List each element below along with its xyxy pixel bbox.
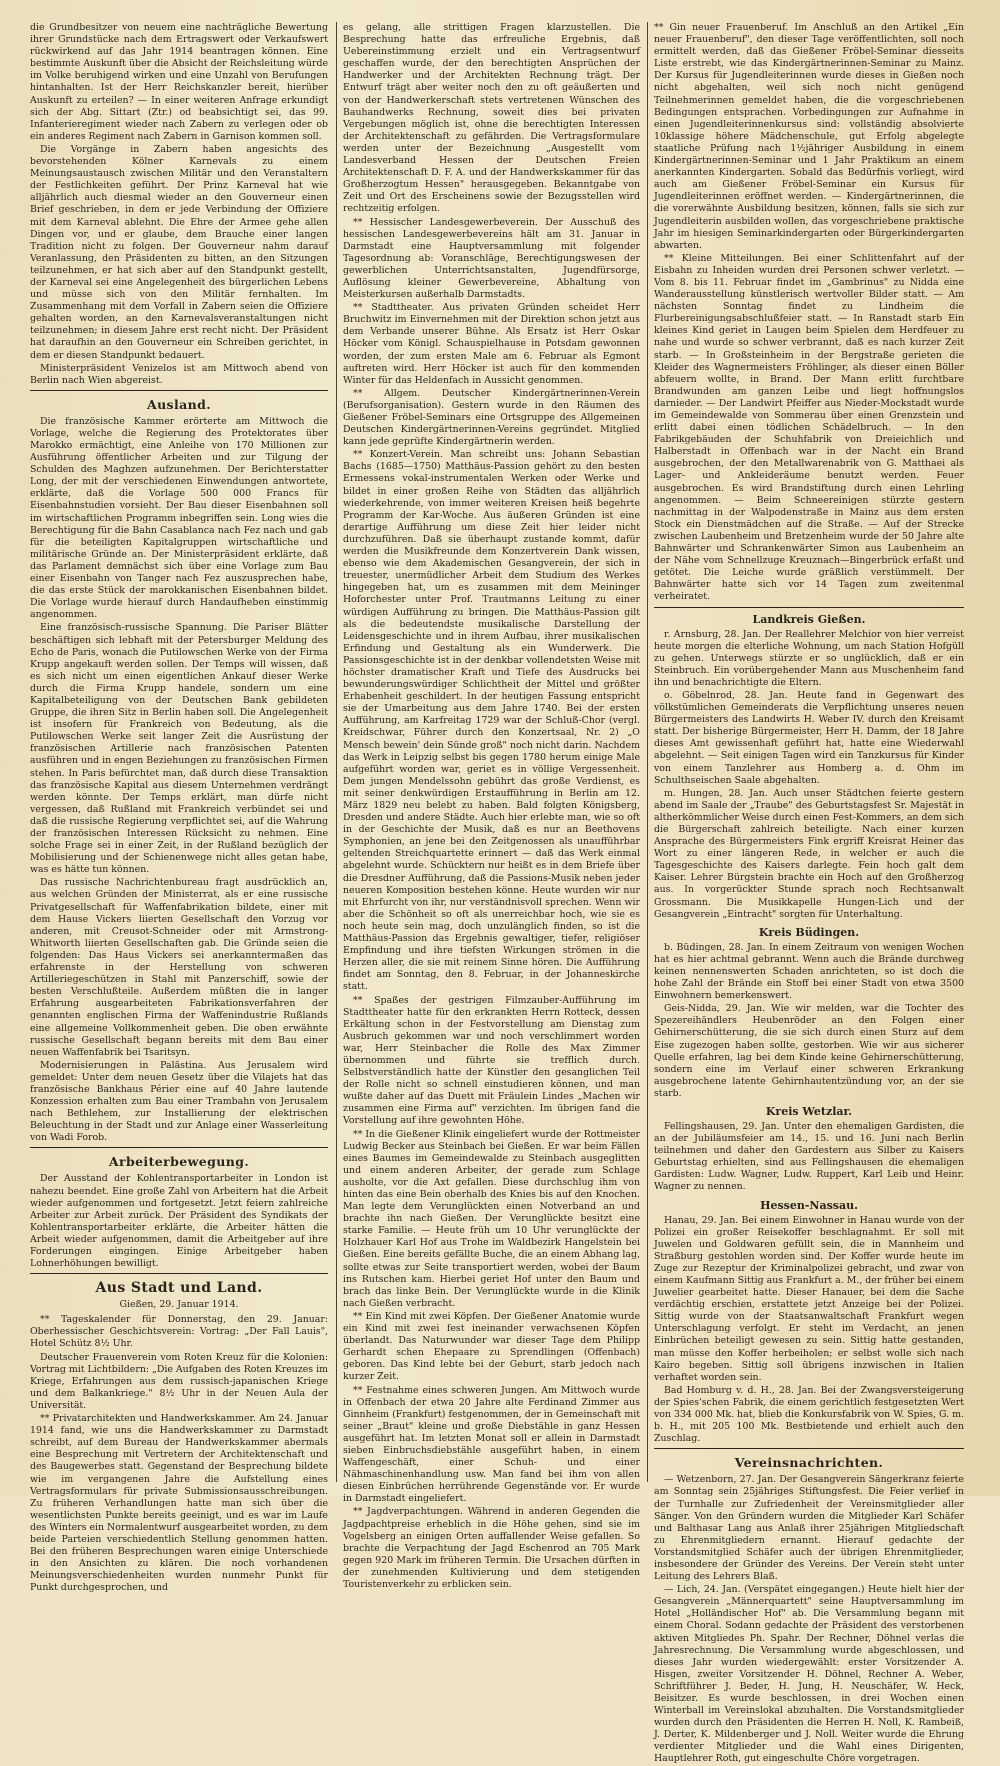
article-paragraph: die Grundbesitzer von neuem eine nachträgliche Bewertung ihrer Grundstücke nach dem Ertragswert oder Verkaufswert rückwirkend auf das Jahr 1914 beantragen können. Eine bestimmte Auskunft über die Absicht der Reichsleitung würde im Volke beruhigend wirken und eine Unzahl von Berufungen hintanhalten. Ist der Herr Reichskanzler bereit, hierüber Auskunft zu erteilen? — In einer weiteren Anfrage erkundigt sich der Abg. Sittart (Ztr.) od beabsichtigt sei, das 99. Infanterieregiment wieder nach Zabern zu verlegen oder ob ein anderes Regiment nach Zabern in Garnison kommen soll. bbox=[30, 22, 328, 142]
section-heading-stadt-und-land: Aus Stadt und Land. bbox=[95, 1280, 263, 1297]
column-middle bbox=[343, 22, 640, 1590]
article-paragraph: ** In die Gießener Klinik eingeliefert wurde der Rottmeister Ludwig Becker aus Steinbach bei Gießen. Er war beim Fällen eines Baumes im Gemeindewalde zu Steinbach ausgeglitten und einem anderen Arbeiter, der gerade zum Schlage ausholte, vor die Axt gefallen. Diese durchschlug ihm von hinten das eine Bein oberhalb des Knies bis auf den Knochen. Man legte dem Verunglückten einen Notverband an und brachte ihn nach Gießen. Der Verunglückte besitzt eine starke Familie. — Heute früh um 10 Uhr verunglückte der Holzhauer Karl Hof aus Trohe im Waldbezirk Hangelstein bei Gießen. Eine bereits gefällte Buche, die an einem Abhang lag, sollte etwas zur Seite transportiert werden, wobei der Baum ins Rutschen kam. Hierbei geriet Hof unter den Baum und brach das linke Bein. Der Verunglückte wurde in die Klinik nach Gießen verbracht. bbox=[343, 1128, 640, 1309]
article-paragraph: ** Stadttheater. Aus privaten Gründen scheidet Herr Bruchwitz im Einvernehmen mit der Direktion schon jetzt aus dem Verbande unserer Bühne. Als Ersatz ist Herr Oskar Höcker vom Königl. Schauspielhause in Potsdam gewonnen worden, der zum ersten Male am 6. Februar als Egmont auftreten wird. Herr Höcker ist auch für den kommenden Winter für das Heldenfach in Aussicht genommen. bbox=[343, 302, 640, 386]
section-heading-vereinsnachrichten: Vereinsnachrichten. bbox=[734, 1455, 884, 1471]
article-paragraph: Geis-Nidda, 29. Jan. Wie wir melden, war die Tochter des Spezereihändlers Heubenröder an den Folgen einer Gehirnerschütterung, die sie sich durch einen Sturz auf dem Eise zugezogen haben sollte, gestorben. Wie wir aus sicherer Quelle erfahren, lag bei dem Kinde keine Gehirnerschütterung, sondern eine im Verlauf einer schweren Erkrankung ausgebrochene latente Gehirnhautentzündung vor, an der sie starb. bbox=[654, 1003, 964, 1099]
article-paragraph: ** Konzert-Verein. Man schreibt uns: Johann Sebastian Bachs (1685—1750) Matthäus-Passion gehört zu den besten Ermessens vokal-instrumentalen Werken oder Werke und bildet in einer großen Reihe von Städten das alljährlich wiederkehrende, von immer weiteren Kreisen heiß begehrte Programm der Kar-Woche. Aus äußeren Gründen ist eine derartige Aufführung um diese Zeit hier leider nicht durchzuführen. Daß sie überhaupt zustande kommt, dafür werden die Musikfreunde dem Konzertverein Dank wissen, ebenso wie dem Akademischen Gesangverein, der sich in treuester, unermüdlicher Arbeit dem Studium des Werkes hingegeben hat, um es zusammen mit dem Meininger Hoforchester unter Prof. Trautmanns Leitung zu einer würdigen Aufführung zu bringen. Die Matthäus-Passion gilt als die bedeutendste musikalische Darstellung der Leidensgeschichte und in ihrem Aufbau, ihrer musikalischen Erfindung und Gestaltung als ein Wunderwerk. Die Passionsgeschichte ist in der denkbar vollendetsten Weise mit höchster dramatischer Kraft und Tiefe des Ausdrucks bei bewunderungswürdiger Schlichtheit der Mittel und größter Erhabenheit geschildert. In der heutigen Fassung entspricht sie der Umarbeitung aus dem Jahre 1740. Bei der ersten Aufführung, am Karfreitag 1729 war der Schluß-Chor (vergl. Kreidschwar, Führer durch den Konzertsaal, Nr. 2) „O Mensch bewein' dein Sünde groß" noch nicht darin. Nachdem das Werk in Leipzig selbst bis gegen 1780 herum einige Male aufgeführt worden war, geriet es in völlige Vergessenheit. Dem jungen Mendelssohn gebührt das große Verdienst, es mit seiner denkwürdigen Erstaufführung in Berlin am 12. März 1829 neu belebt zu haben. Bald folgten Königsberg, Dresden und andere Städte. Auch hier erlebte man, wie so oft in der Geschichte der Musik, daß es nur an Beethovens Symphonien, an jene bei den Zeitgenossen als unaufführbar geltenden Streichquartette erinnert — daß das Werk einmal abgelehnt wurde. Schücktern nur heißt es in dem Briefe über die Dresdner Aufführung, daß die Passions-Musik neben jeder neueren Komposition bestehen könne. Heute wurden wir nur mit Ehrfurcht von ihr, nur verständnisvoll sprechen. Wenn wir aber die Schönheit so oft als unerreichbar hoch, wie sie es noch heute sein mag, doch unzulänglich finden, so ist die Matthäus-Passion das Ergebnis gewaltiger, tiefer, religiöser Empfindung und ihre tiefsten Wirkungen strömen in die Herzen aller, die sie mit reinem Sinne hören. Die Aufführung findet am Sonntag, den 8. Februar, in der Johanneskirche statt. bbox=[343, 449, 640, 993]
article-paragraph: r. Arnsburg, 28. Jan. Der Reallehrer Melchior von hier verreist heute morgen die elterliche Wohnung, um nach Station Hofgüll zu gehen. Unterwegs stürzte er so unglücklich, daß er ein Steinbruch. Ein vorübergehender Mann aus Muschenheim fand ihn und benachrichtigte die Eltern. bbox=[654, 628, 964, 688]
article-paragraph: ** Allgem. Deutscher Kindergärtnerinnen-Verein (Berufsorganisation). Gestern wurde in den Räumen des Gießener Fröbel-Seminars eine Ortsgruppe des Allgemeinen Deutschen Kindergärtnerinnen-Vereins gegründet. Mitglied kann jede geprüfte Kindergärtnerin werden. bbox=[343, 387, 640, 448]
section-heading-ausland: Ausland. bbox=[146, 396, 212, 412]
column-rule bbox=[336, 22, 337, 1482]
article-paragraph: ** Gin neuer Frauenberuf. Im Anschluß an den Artikel „Ein neuer Frauenberuf", den dieser Tage veröffentlichten, soll noch ermittelt werden, daß das Gießener Fröbel-Seminar diesseits Liste erstrebt, wie das Kindergärtnerinnen-Seminar zu Mainz. Der Kursus für Jugendleiterinnen wurde dieses in Gießen noch nicht abgehalten, weil sich noch nicht genügend Teilnehmerinnen gemeldet haben, die die vorgeschriebenen Bedingungen entsprachen. Vorbedingungen zur Aufnahme in einen Jugendleiterinnenkursus sind: vollständig absolvierte 10klassige höhere Mädchenschule, gut Erfolg abgelegte staatliche Prüfung nach 1½jähriger Ausbildung in einem Kindergärtnerinnen-Seminar und 1 Jahr Praktikum an einem anerkannten Kindergarten. Sobald das Bedürfnis vorliegt, wird auch am Gießener Fröbel-Seminar ein Kursus für Jugendleiterinnen eröffnet werden. — Kindergärtnerinnen, die die vorerwähnte Ausbildung besitzen, können, falls sie sich zur Jugendleiterin ausbilden wollen, das vorgeschriebene praktische Jahr im hiesigen Seminarkindergarten oder Bürgerkindergarten abwarten. bbox=[654, 22, 964, 251]
article-paragraph: b. Büdingen, 28. Jan. In einem Zeitraum von wenigen Wochen hat es hier achtmal gebrannt. Wenn auch die Brände durchweg keinen nennenswerten Schaden anrichteten, so ist doch die hohe Zahl der Brände ein Stoff bei einer Stadt von etwa 3500 Einwohnern bemerkenswert. bbox=[654, 941, 964, 1002]
section-divider bbox=[654, 607, 964, 608]
column-left bbox=[30, 22, 328, 1594]
section-heading-hessen-nassau: Hessen-Nassau. bbox=[760, 1198, 858, 1212]
article-paragraph: Eine französisch-russische Spannung. Die Pariser Blätter beschäftigen sich lebhaft mit der Petersburger Meldung des Echo de Paris, wonach die Putilowschen Werke von der Firma Krupp angekauft werden sollen. Der Temps will wissen, daß es sich nicht um einen eigentlichen Ankauf dieser Werke durch die Firma Krupp handele, sondern um eine Kapitalbeteiligung von der Deutschen Bank gebildeten Gruppe, die ihren Sitz in Berlin haben soll. Die Angelegenheit ist insofern für Frankreich von Bedeutung, als die Putilowschen Werke seit langer Zeit die Ausrüstung der französischen Artillerie nach französischen Patenten ausführen und in engen Beziehungen zu französischen Firmen stehen. In Paris befürchtet man, daß durch diese Transaktion das französische Kapital aus diesem Unternehmen verdrängt werden könnte. Der Temps erklärt, man dürfe nicht vergessen, daß Rußland mit Frankreich verbündet sei und daß die russische Regierung verpflichtet sei, auf die Wahrung der französischen Interessen Rücksicht zu nehmen. Eine solche Frage sei in einer Zeit, in der Rußland bezüglich der Mobilisierung und der Schienenwege nicht alles getan habe, was es hätte tun können. bbox=[30, 622, 328, 876]
article-paragraph: Deutscher Frauenverein vom Roten Kreuz für die Kolonien: Vortrag mit Lichtbildern: „Die Aufgaben des Roten Kreuzes im Kriege, Erfahrungen aus dem russisch-japanischen Kriege und dem Balkankriege." 8½ Uhr in der Neuen Aula der Universität. bbox=[30, 1351, 328, 1411]
column-right bbox=[654, 22, 964, 1765]
section-heading-arbeiterbewegung: Arbeiterbewegung. bbox=[108, 1154, 250, 1170]
section-divider bbox=[30, 390, 328, 391]
article-paragraph: Fellingshausen, 29. Jan. Unter den ehemaligen Gardisten, die an der Jubiläumsfeier am 14., 15. und 16. Juni nach Berlin teilnehmen und daher den Gardestern aus Silber zu Kaisers Geburtstag erhielten, sind aus Fellingshausen die ehemaligen Gardisten: Ludw. Wagner, Ludw. Ruppert, Karl Leib und Heinr. Wagner zu nennen. bbox=[654, 1120, 964, 1193]
section-divider bbox=[654, 1448, 964, 1449]
article-paragraph: ** Kleine Mitteilungen. Bei einer Schlittenfahrt auf der Eisbahn zu Inheiden wurden drei Personen schwer verletzt. — Vom 8. bis 11. Februar findet im „Gambrinus" zu Nidda eine Wanderausstellung künstlerisch wertvoller Bilder statt. — Am nächsten Sonntag findet zu Lindheim die Flurbereinigungsabschlußfeier statt. — In Ranstadt starb Ein kleines Kind geriet in Laugen beim Spielen dem Herdfeuer zu nahe und wurde so schwer verbrannt, daß es nach kurzer Zeit starb. — In Großsteinheim in der Bergstraße gerieten die Kleider des Wagnermeisters Fröhlinger, als dieser einen Böller abfeuern wollte, in Brand. Der Mann erlitt furchtbare Brandwunden am ganzen Leibe und liegt hoffnungslos darnieder. — Der Landwirt Pfeiffer aus Nieder-Mockstadt wurde im Gemeindewalde von Sommerau über einen Grenzstein und erlitt dabei einen tödlichen Schädelbruch. — In den Fabrikgebäuden der Schuhfabrik von Dreieichlich und Halberstadt in Offenbach war in der Nacht ein Brand ausgebrochen, der den Metallwarenabrik von G. Matthaei als Lager- und Ankleideräume benutzt werden. Feuer ausgebrochen. Es wird Brandstiftung durch einen Lehrling angenommen. — Beim Schneereinigen stürzte gestern nachmittag in der Walpodenstraße in Mainz aus dem ersten Stock ein Dienstmädchen auf die Straße. — Auf der Strecke zwischen Laubenheim und Bretzenheim wurde der 50 Jahre alte Bahnwärter und Schrankenwärter Simon aus Laubenheim an der Nähe vom Schnellzuge Kreuznach—Bingerbrück erfaßt und getötet. Die Leiche wurde gräßlich verstümmelt. Der Bahnwärter hatte sich vor 14 Tagen zum zweitenmal verheiratet. bbox=[654, 252, 964, 603]
article-paragraph: ** Hessischer Landesgewerbeverein. Der Ausschuß des hessischen Landesgewerbevereins hält am 31. Januar in Darmstadt eine Hauptversammlung mit folgender Tagesordnung ab: Voranschläge, Berechtigungswesen der gewerblichen Unterrichtsanstalten, Jugendfürsorge, Auflösung kleiner Gewerbevereine, Abhaltung von Meisterkursen außerhalb Darmstadts. bbox=[343, 216, 640, 301]
section-divider bbox=[30, 1147, 328, 1148]
article-paragraph: Der Ausstand der Kohlentransportarbeiter in London ist nahezu beendet. Eine große Zahl von Arbeitern hat die Arbeit wieder aufgenommen und fortgesetzt. Jetzt feiern zahlreiche Arbeiter zur Arbeit zurück. Der Präsident des Syndikats der Kohlentransportarbeiter erklärte, die Arbeiter hätten die Arbeit wieder aufgenommen, damit die Arbeitgeber auf ihre Forderungen eingingen. Einige Arbeitgeber haben Lohnerhöhungen bewilligt. bbox=[30, 1173, 328, 1270]
section-heading-kreis-buedingen: Kreis Büdingen. bbox=[758, 925, 860, 939]
article-paragraph: m. Hungen, 28. Jan. Auch unser Städtchen feierte gestern abend im Saale der „Traube" des Geburtstagsfest Sr. Majestät in altherkömmlicher Weise durch einen Fest-Kommers, an dem sich die Bürgerschaft zahlreich beteiligte. Nach einer kurzen Ansprache des Bürgermeisters Fink ergriff Kreisrat Heiner das Wort zu einer längeren Rede, in welcher er auch die Tagesgeschichte des Kaisers darlegte. Fein hoch galt dem Kaiser. Lehrer Bürgstein brachte ein Hoch auf den Großherzog aus. In vorgerückter Stunde sprach noch Rechtsanwalt Grossmann. Die Musikkapelle Hungen-Lich und der Gesangverein „Eintracht" sorgten für Unterhaltung. bbox=[654, 787, 964, 920]
article-paragraph: ** Privatarchitekten und Handwerkskammer. Am 24. Januar 1914 fand, wie uns die Handwerkskammer zu Darmstadt schreibt, auf dem Bureau der Handwerkskammer abermals eine Besprechung mit Vertretern der Architektenschaft und des Baugewerbes statt. Gegenstand der Besprechung bildete wie im vergangenen Jahre die Aufstellung eines Vertragsformulars für private Submissionsausschreibungen. Zu früheren Verhandlungen hatte man sich über die wesentlichsten Punkte bereits geeinigt, und es war im Laufe des Winters ein Normalentwurf ausgearbeitet worden, zu dem beide Parteien verschiedentlich Stellung genommen hatten. Bei den früheren Besprechungen waren einige Unterschiede in den Ansichten zu klären. Die noch vorhandenen Meinungsverschiedenheiten wurden nunmehr Punkt für Punkt durchgesprochen, und bbox=[30, 1413, 328, 1594]
column-rule bbox=[647, 22, 648, 1482]
article-paragraph: Das russische Nachrichtenbureau fragt ausdrücklich an, aus welchen Gründen der Ministerrat, als er eine russische Privatgesellschaft für Waffenfabrikation bildete, einer mit dem Hause Vickers liierten Gesellschaft den Vorzug vor anderen, mit Creusot-Schneider oder mit Armstrong-Whitworth liierten Gesellschaften gab. Die Gründe seien die folgenden: Das Haus Vickers sei anerkanntermaßen das erfahrenste in der Herstellung von schweren Artilleriegeschützen in Stahl mit Panzerschiff, sowie der besten Verschlußteile. Außerdem müßten die in langer Erfahrung ausgearbeiteten Fabrikationsverfahren der genannten englischen Firma der Waffenindustrie Rußlands eine allgemeine Vollkommenheit geben. Die oben erwähnte russische Gesellschaft begann bereits mit dem Bau einer neuen Waffenfabrik bei Tsaritsyn. bbox=[30, 877, 328, 1058]
article-paragraph: — Lich, 24. Jan. (Verspätet eingegangen.) Heute hielt hier der Gesangverein „Männerquartett" seine Hauptversammlung im Hotel „Holländischer Hof" ab. Die Versammlung begann mit einem Choral. Sodann gedachte der Präsident des verstorbenen aktiven Mitgliedes Ph. Spahr. Der Rechner, Döhnel verlas die Jahresrechnung. Die Versammlung wurde abgeschlossen, und dieses Jahr wurden wiedergewählt: erster Vorsitzender A. Hisgen, zweiter Vorsitzender H. Döhnel, Rechner A. Weber, Schriftführer J. Beder, H. Jung, H. Neuschäfer, W. Heck, Beisitzer. Es wurde beschlossen, in drei Wochen einen Winterball im Vereinslokal abzuhalten. Die Vorstandsmitglieder wurden durch den Präsidenten die Herren H. Noll, K. Rambeiß, J. Derter, K. Mildenberger und J. Noll. Weiter wurde die Ehrung verdienter Mitglieder und die Wahl eines Dirigenten, Hauptlehrer Roth, gut eingeschulte Chöre vorgetragen. bbox=[654, 1584, 964, 1765]
article-paragraph: Modernisierungen in Palästina. Aus Jerusalem wird gemeldet: Unter dem neuen Gesetz über die Vilajets hat das französische Bankhaus Périer eine auf 40 Jahre lautende Konzession erhalten zum Bau einer Trambahn von Jerusalem nach Bethlehem, zur Installierung der elektrischen Beleuchtung in der Stadt und zur Anlage einer Wasserleitung von Wadi Forob. bbox=[30, 1059, 328, 1144]
article-paragraph: o. Göbelnrod, 28. Jan. Heute fand in Gegenwart des völkstümlichen Gemeinderats die Verpflichtung unseres neuen Bürgermeisters des Landwirts H. Weber IV. durch den Kreisamt statt. Der bisherige Bürgermeister, Herr H. Damm, der 18 Jahre dieses Amt gewissenhaft geführt hat, hatte eine Wiederwahl abgelehnt. — Seit einigen Tagen wird ein Tanzkursus für Kinder von einem Tanzlehrer aus Homberg a. d. Ohm im Schulthseischen Saale abgehalten. bbox=[654, 689, 964, 786]
article-paragraph: — Wetzenborn, 27. Jan. Der Gesangverein Sängerkranz feierte am Sonntag sein 25jähriges Stiftungsfest. Die Feier verlief in der Turnhalle zur Zufriedenheit der Vereinsmitglieder aller Sänger. Von den Gründern wurden die Mitglieder Karl Schäfer und Balthasar Lang aus Anlaß ihrer 25jährigen Mitgliedschaft zu Ehrenmitgliedern ernannt. Hierauf gedachte der Vorstandsmitglied Schäfer auch der übrigen Ehrenmitglieder, insbesondere der Gründer des Vereins. Der Verein steht unter Leitung des Lehrers Blaß. bbox=[654, 1474, 964, 1583]
section-divider bbox=[30, 1273, 328, 1274]
article-paragraph: ** Jagdverpachtungen. Während in anderen Gegenden die Jagdpachtpreise erheblich in die Höhe gehen, sind sie im Vogelsberg an einigen Orten auffallender Weise gefallen. So brachte die Verpachtung der Jagd Eschenrod an 705 Mark gegen 920 Mark im früheren Termin. Die Ursachen dürften in der zunehmenden Kultivierung und dem stetigenden Touristenverkehr zu erblicken sein. bbox=[343, 1506, 640, 1590]
article-paragraph: es gelang, alle strittigen Fragen klarzustellen. Die Besprechung hatte das erfreuliche Ergebnis, daß Uebereinstimmung erzielt und ein Vertragsentwurf geschaffen wurde, der den berechtigten Ansprüchen der Handwerker und der Architekten Rechnung trägt. Der Entwurf trägt aber weiter noch den zu oft geäußerten und von der Handwerkerschaft stets vertretenen Wünschen des Bauhandwerks Rechnung, soweit dies bei privaten Vergebungen möglich ist, ohne die berechtigten Interessen der Architektenschaft zu gefährden. Die Vertragsformulare werden unter der Bezeichnung „Ausgestellt vom Landesverband Hessen der Deutschen Freien Architektenschaft D. F. A. und der Handwerkskammer für das Großherzogtum Hessen" herausgegeben. Bekanntgabe von Zeit und Ort des Erscheinens sowie der Bezugsstellen wird rechtzeitig erfolgen. bbox=[343, 22, 640, 215]
article-paragraph: Ministerpräsident Venizelos ist am Mittwoch abend von Berlin nach Wien abgereist. bbox=[30, 362, 328, 386]
article-paragraph: ** Spaßes der gestrigen Filmzauber-Aufführung im Stadttheater hatte für den erkrankten Herrn Rotteck, dessen Erkältung schon in der Festvorstellung am Dienstag zum Ausbruch gekommen war und noch verschlimmert worden war, Herr Steinbacher die Rolle des Max Zimmer übernommen und führte sie trefflich durch. Selbstverständlich hatte der Künstler den gesanglichen Teil der Rolle nicht so schnell einstudieren können, und man wußte daher auf das Duett mit Fräulein Lindes „Machen wir zusammen eine Firma auf" verzichten. Im übrigen fand die Vorstellung auf ihre gewohnten Höhe. bbox=[343, 994, 640, 1127]
article-paragraph: Bad Homburg v. d. H., 28. Jan. Bei der Zwangsversteigerung der Spies'schen Fabrik, die einem gerichtlich festgesetzten Wert von 334 000 Mk. hat, blieb die Konkursfabrik von W. Spies, G. m. b. H., mit 205 100 Mk. Bestbietende und erhielt auch den Zuschlag. bbox=[654, 1384, 964, 1445]
article-paragraph: ** Festnahme eines schweren Jungen. Am Mittwoch wurde in Offenbach der etwa 20 Jahre alte Ferdinand Zimmer aus Ginnheim (Frankfurt) festgenommen, der in Gemeinschaft mit seiner „Braut" kleine und große Diebstähle in ganz Hessen ausgeführt hat. Im letzten Monat soll er allein in Darmstadt sieben Einbruchsdiebstähle ausgeführt haben, in einem Waffengeschäft, einer Schuh- und einer Nähmaschinenhandlung usw. Man fand bei ihm von allen diesen Einbrüchen herrührende Gegenstände vor. Er wurde in Darmstadt eingeliefert. bbox=[343, 1384, 640, 1505]
article-paragraph: Hanau, 29. Jan. Bei einem Einwohner in Hanau wurde von der Polizei ein großer Reisekoffer beschlagnahmt. Er soll mit Juwelen und Goldwaren gefüllt sein, die in Mannheim und Straßburg gestohlen worden sind. Der Koffer wurde heute im Zuge zur Rezeptur der Kriminalpolizei gebracht, und zwar von einem Kaufmann Sittig aus Frankfurt a. M., der früher bei einem Juwelier gearbeitet hatte. Dieser Hanauer, bei dem die Sache verdächtig erschien, erstattete jetzt Anzeige bei der Polizei. Sittig wurde von der Staatsanwaltschaft Frankfurt wegen Unterschlagung verfolgt. Er steht im Verdacht, an jenen Einbrüchen beteiligt gewesen zu sein. Sittig hatte gestanden, man müsse den Koffer herbeiholen; er selbst wolle sich nach Kairo begeben. Sittig soll übrigens inzwischen in Italien verhaftet worden sein. bbox=[654, 1214, 964, 1383]
article-paragraph: Die Vorgänge in Zabern haben angesichts des bevorstehenden Kölner Karnevals zu einem Meinungsaustausch zwischen Militär und den Veranstaltern der Festlichkeiten geführt. Der Prinz Karneval hat wie alljährlich auch diesmal wieder an den Gouverneur einen Brief geschrieben, in dem er jede Verbindung der Offiziere mit dem Karneval ablehnt. Die Ehre der Armee gehe allen Dingen vor, und er glaube, dem Brauche einer langen Tradition nicht zu folgen. Der Gouverneur nahm darauf Veranlassung, den Präsidenten zu bitten, an den Sitzungen teilzunehmen, er hat sich aber auf den Standpunkt gestellt, der Karneval sei eine Angelegenheit des bürgerlichen Lebens und müsse sich von den Militär fernhalten. Im Zusammenhang mit dem Vorfall in Zabern seien die Offiziere gehalten worden, an den Karnevalsveranstaltungen nicht teilzunehmen; in diesem Jahre erst recht nicht. Der Präsident hat daraufhin an den Gouverneur ein Schreiben gerichtet, in dem er diesen Standpunkt bedauert. bbox=[30, 143, 328, 361]
article-paragraph: ** Ein Kind mit zwei Köpfen. Der Gießener Anatomie wurde ein Kind mit zwei fest ineinander verwachsenen Köpfen überlandt. Das Naturwunder war dieser Tage dem Philipp Gerhardt schen Ehepaare zu Sprendlingen (Offenbach) geboren. Das Kind lebte bei der Geburt, starb jedoch nach kurzer Zeit. bbox=[343, 1310, 640, 1383]
section-heading-kreis-wetzlar: Kreis Wetzlar. bbox=[765, 1104, 853, 1118]
dateline: Gießen, 29. Januar 1914. bbox=[119, 1299, 239, 1311]
article-paragraph: ** Tageskalender für Donnerstag, den 29. Januar: Oberhessischer Geschichtsverein: Vortrag: „Der Fall Lauis", Hotel Schütz 8½ Uhr. bbox=[30, 1314, 328, 1350]
article-paragraph: Die französische Kammer erörterte am Mittwoch die Vorlage, welche die Regierung des Protektorates über Marokko ermächtigt, eine Anleihe von 170 Millionen zur Ausführung öffentlicher Arbeiten und zur Tilgung der Schulden des Maghzen aufzunehmen. Der Berichterstatter Long, der mit der verschiedenen Einwendungen antwortete, erklärte, daß die Vorlage 500 000 Francs für Eisenbahnstudien vorsieht. Der Bau dieser Eisenbahnen soll im wirtschaftlichen Programm inbegriffen sein. Long wies die Berechtigung für die Bahn Casablanca nach Fez nach und gab für die beteiligten Kapitalgruppen wirtschaftliche und militärische Gründe an. Der Ministerpräsident erklärte, daß das Parlament demnächst sich über eine Vorlage zum Bau einer Eisenbahn von Tanger nach Fez auszusprechen habe, die das erste Stück der marokkanischen Eisenbahnen bildet. Die Vorlage wurde hierauf durch Handaufheben einstimmig angenommen. bbox=[30, 415, 328, 621]
section-heading-landkreis-giessen: Landkreis Gießen. bbox=[752, 612, 866, 626]
